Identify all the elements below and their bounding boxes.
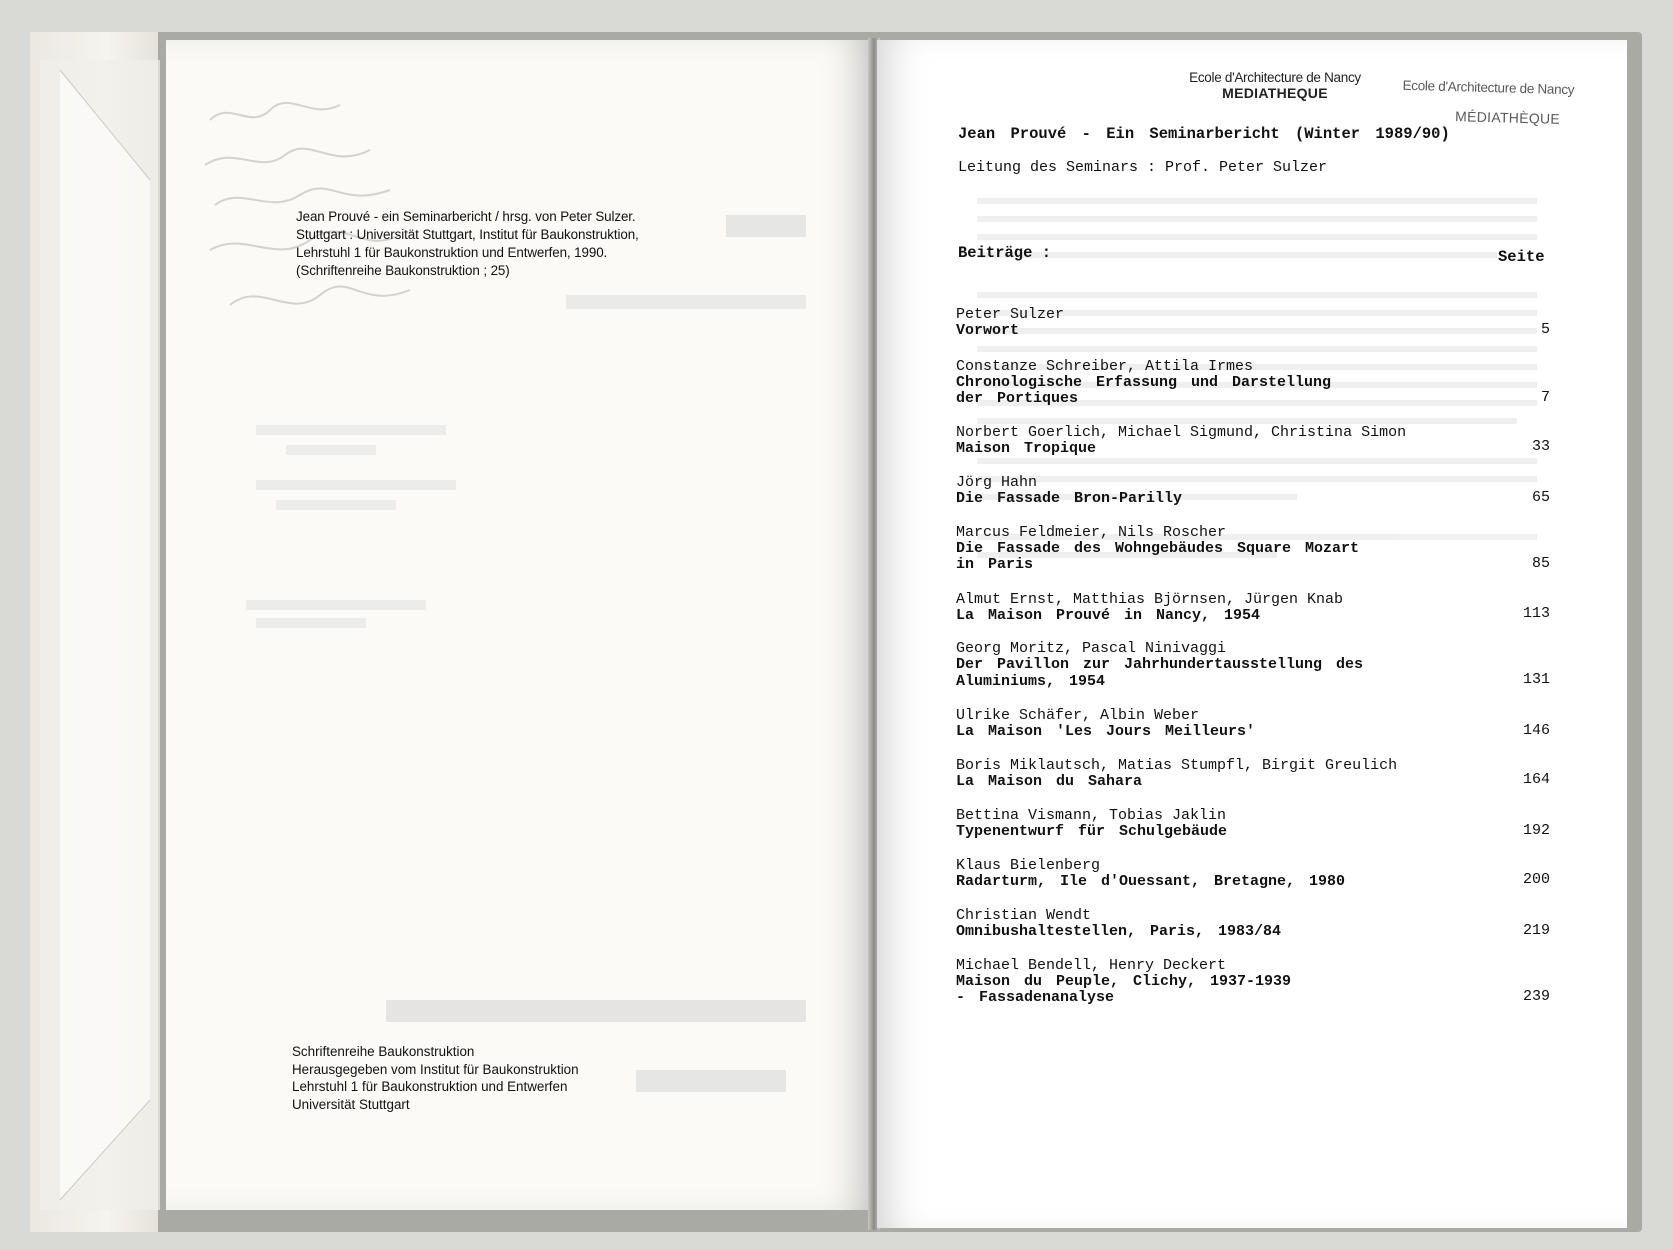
toc-title: Maison Tropique	[956, 439, 1097, 457]
toc-page-number: 113	[1522, 605, 1550, 622]
library-stamp-faded	[1367, 77, 1608, 128]
stamp-department: MÉDIATHÈQUE	[1454, 108, 1561, 127]
toc-authors: Christian Wendt	[956, 907, 1092, 924]
toc-page-number: 146	[1522, 721, 1550, 739]
toc-title: - Fassadenanalyse	[956, 989, 1115, 1006]
toc-entry	[956, 707, 1556, 741]
toc-title: Die Fassade Bron-Parilly	[956, 490, 1183, 507]
toc-entry	[956, 640, 1556, 690]
toc-entry	[956, 757, 1556, 791]
toc-authors: Jörg Hahn	[956, 474, 1038, 491]
toc-title: Vorwort	[956, 322, 1020, 339]
catalog-line: (Schriftenreihe Baukonstruktion ; 25)	[296, 263, 510, 278]
toc-entry	[956, 358, 1556, 408]
toc-entry	[956, 907, 1556, 941]
toc-title: Typenentwurf für Schulgebäude	[956, 823, 1228, 840]
toc-page-number: 200	[1522, 871, 1550, 888]
library-stamp	[1165, 70, 1385, 101]
seminar-lead: Leitung des Seminars : Prof. Peter Sulzer	[958, 159, 1328, 176]
document-title: Jean Prouvé - Ein Seminarbericht (Winter 1989/90)	[958, 125, 1450, 143]
series-line: Herausgegeben vom Institut für Baukonstruktion	[292, 1061, 579, 1077]
toc-authors: Ulrike Schäfer, Albin Weber	[956, 707, 1200, 724]
catalog-entry	[296, 208, 676, 280]
toc-page-number: 131	[1522, 671, 1550, 688]
toc-authors: Peter Sulzer	[956, 306, 1065, 323]
toc-page-number: 239	[1522, 987, 1550, 1005]
toc-page-number: 192	[1522, 821, 1550, 839]
page-column-label: Seite	[1498, 248, 1545, 266]
series-line: Universität Stuttgart	[292, 1096, 410, 1112]
toc-page-number: 219	[1522, 921, 1550, 939]
toc-entry	[956, 424, 1556, 458]
toc-page-number: 164	[1522, 771, 1550, 788]
toc-authors: Klaus Bielenberg	[956, 856, 1101, 874]
toc-entry	[956, 957, 1556, 1007]
toc-authors: Norbert Goerlich, Michael Sigmund, Christina Simon	[956, 423, 1407, 441]
toc-authors: Marcus Feldmeier, Nils Roscher	[956, 523, 1227, 541]
toc-entry	[956, 474, 1556, 508]
toc-authors: Georg Moritz, Pascal Ninivaggi	[956, 640, 1227, 657]
contributions-label: Beiträge :	[958, 244, 1052, 262]
toc-entry	[956, 591, 1556, 625]
toc-entry	[956, 857, 1556, 891]
toc-title: in Paris	[956, 556, 1034, 573]
toc-authors: Constanze Schreiber, Attila Irmes	[956, 357, 1254, 375]
toc-title: Der Pavillon zur Jahrhundertausstellung des	[956, 656, 1364, 673]
toc-page-number: 85	[1531, 554, 1550, 572]
catalog-line: Stuttgart : Universität Stuttgart, Institut für Baukonstruktion,	[296, 227, 639, 242]
stamp-institution: Ecole d'Architecture de Nancy	[1402, 77, 1575, 98]
protective-tape	[40, 60, 160, 1210]
table-of-contents	[956, 306, 1556, 1007]
series-line: Lehrstuhl 1 für Baukonstruktion und Entwerfen	[292, 1079, 568, 1094]
toc-title: Radarturm, Ile d'Ouessant, Bretagne, 1980	[956, 872, 1346, 890]
toc-title: Aluminiums, 1954	[956, 672, 1106, 690]
toc-title: Maison du Peuple, Clichy, 1937-1939	[956, 972, 1292, 990]
toc-authors: Almut Ernst, Matthias Björnsen, Jürgen Knab	[956, 590, 1344, 608]
series-line: Schriftenreihe Baukonstruktion	[292, 1044, 475, 1059]
toc-title: Omnibushaltestellen, Paris, 1983/84	[956, 923, 1282, 940]
toc-page-number: 5	[1540, 320, 1550, 338]
series-info	[292, 1043, 692, 1113]
toc-authors: Bettina Vismann, Tobias Jaklin	[956, 807, 1227, 824]
toc-title: der Portiques	[956, 390, 1079, 407]
toc-entry	[956, 807, 1556, 841]
toc-title: La Maison du Sahara	[956, 772, 1143, 790]
catalog-line: Lehrstuhl 1 für Baukonstruktion und Entwerfen, 1990.	[296, 245, 608, 260]
toc-authors: Boris Miklautsch, Matias Stumpfl, Birgit Greulich	[956, 756, 1398, 774]
left-page	[166, 40, 872, 1210]
toc-entry	[956, 524, 1556, 574]
toc-title: Chronologische Erfassung und Darstellung	[956, 373, 1332, 391]
toc-authors: Michael Bendell, Henry Deckert	[956, 956, 1227, 974]
toc-title: Die Fassade des Wohngebäudes Square Mozart	[956, 539, 1360, 557]
toc-entry	[956, 306, 1556, 340]
toc-page-number: 7	[1540, 388, 1550, 406]
toc-page-number: 33	[1531, 438, 1550, 455]
toc-page-number: 65	[1531, 488, 1550, 506]
toc-title: La Maison 'Les Jours Meilleurs'	[956, 723, 1256, 740]
toc-title: La Maison Prouvé in Nancy, 1954	[956, 606, 1261, 624]
stamp-institution: Ecole d'Architecture de Nancy	[1189, 70, 1361, 85]
stamp-department: MEDIATHEQUE	[1222, 85, 1328, 101]
catalog-line: Jean Prouvé - ein Seminarbericht / hrsg. von Peter Sulzer.	[296, 209, 636, 224]
